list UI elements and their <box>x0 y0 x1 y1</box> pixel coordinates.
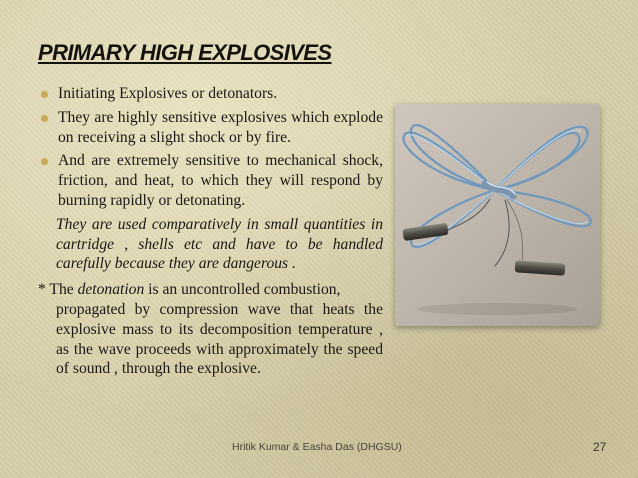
bullet-dot-icon <box>41 115 48 122</box>
definition-rest: propagated by compression wave that heats the explosive mass to its decomposition temperature , as the wave proceeds with approximately the speed of sound , through the explosive. <box>56 300 383 378</box>
definition-prefix: * The <box>38 281 78 299</box>
note-paragraph: They are used comparatively in small quantities in cartridge , shells etc and have to be handled carefully because they are dangerous . <box>56 215 383 273</box>
bullet-item <box>38 151 383 210</box>
definition-term: detonation <box>77 281 145 299</box>
definition-line1: is an uncontrolled combustion, <box>144 281 341 299</box>
page-number: 27 <box>593 440 607 454</box>
slide-footer: Hritik Kumar & Easha Das (DHGSU) <box>232 441 402 453</box>
detonator-photo <box>395 104 600 326</box>
bullet-text: And are extremely sensitive to mechanical shock, friction, and heat, to which they will respond by burning rapidly or detonating. <box>58 152 383 209</box>
bullet-text: They are highly sensitive explosives which explode on receiving a slight shock or by fire. <box>58 108 383 146</box>
bullet-dot-icon <box>41 91 48 98</box>
definition-paragraph <box>38 280 383 379</box>
bullet-dot-icon <box>41 158 48 165</box>
bullet-item <box>38 108 383 148</box>
bullet-text: Initiating Explosives or detonators. <box>58 85 278 102</box>
bullet-item <box>38 84 383 104</box>
slide-title: PRIMARY HIGH EXPLOSIVES <box>38 40 332 65</box>
detonator-photo-icon <box>395 104 600 326</box>
slide-body <box>38 84 383 379</box>
